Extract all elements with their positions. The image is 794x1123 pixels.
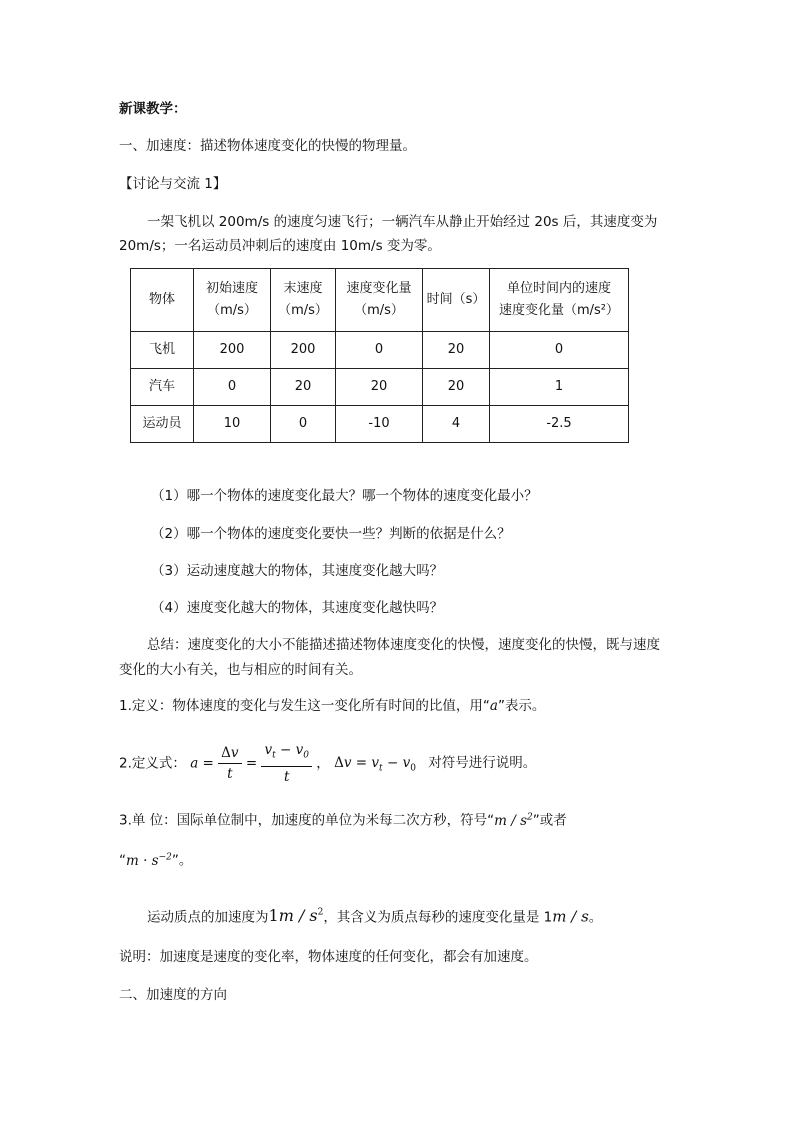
- table-cell: 4: [423, 406, 490, 443]
- formula: $\frac{\Delta v}{t}$: [218, 743, 241, 784]
- formula: =: [245, 755, 258, 772]
- unit-symbol: m / s: [552, 907, 589, 926]
- header-text: 初始速度: [205, 281, 258, 296]
- table-cell: 0: [271, 406, 336, 443]
- table-cell: 1: [490, 369, 629, 406]
- table-cell: 20: [336, 369, 423, 406]
- question-2: （2）哪一个物体的速度变化要快一些？判断的依据是什么？: [151, 526, 511, 542]
- definition-1: [119, 697, 545, 715]
- table-cell: 200: [271, 332, 336, 369]
- intro-text-line-1: 一架飞机以 200m/s 的速度匀速飞行；一辆汽车从静止开始经过 20s 后，其速度变为: [147, 214, 658, 230]
- unit-symbol: m / $s^2$: [494, 812, 533, 829]
- header-cell: [271, 269, 336, 332]
- header-text: 末速度: [283, 281, 323, 296]
- table-cell: 0: [490, 332, 629, 369]
- header-unit: （m/s）: [207, 303, 257, 318]
- table-header-row: [131, 269, 629, 332]
- table-cell: 10: [194, 406, 271, 443]
- table-cell: 20: [423, 332, 490, 369]
- unit-text-suffix: ”或者: [532, 812, 567, 829]
- header-text: 时间（s）: [426, 292, 486, 307]
- table-cell: 0: [336, 332, 423, 369]
- example-text: ，其含义为质点每秒的速度变化量是 1: [323, 909, 553, 926]
- unit-text-suffix: ”。: [171, 852, 193, 869]
- table-cell: 飞机: [131, 332, 194, 369]
- table-row: [131, 332, 629, 369]
- formula: ，: [316, 755, 330, 772]
- table-cell: -10: [336, 406, 423, 443]
- note-line: 说明：加速度是速度的变化率，物体速度的任何变化，都会有加速度。: [119, 949, 538, 965]
- header-cell: [490, 269, 629, 332]
- question-4: （4）速度变化越大的物体，其速度变化越快吗？: [151, 600, 444, 616]
- example-text: 。: [588, 909, 603, 926]
- header-text: 物体: [148, 292, 175, 307]
- definition-1-text: 1.定义：物体速度的变化与发生这一变化所有时间的比值，用“: [119, 698, 490, 714]
- definition-1-suffix: ”表示。: [497, 698, 546, 714]
- formula: a: [190, 755, 199, 772]
- question-3: （3）运动速度越大的物体，其速度变化越大吗？: [151, 563, 444, 579]
- section-acceleration-direction: 二、加速度的方向: [119, 987, 227, 1003]
- header-unit: （m/s）: [354, 303, 404, 318]
- example-text: 运动质点的加速度为: [147, 909, 269, 926]
- unit-line-2: [119, 848, 192, 870]
- definition-2-note: 对符号进行说明。: [428, 755, 537, 772]
- unit-symbol: “$m \cdot s^{-2}$: [119, 852, 172, 869]
- header-unit: （m/s）: [278, 303, 328, 318]
- table-cell: 0: [194, 369, 271, 406]
- formula: $\frac{v_t - v_0}{t}$: [261, 740, 312, 787]
- intro-text-line-2: 20m/s；一名运动员冲刺后的速度由 10m/s 变为零。: [119, 238, 441, 254]
- header-unit: 速度变化量（m/s²）: [498, 303, 620, 318]
- acceleration-symbol: a: [489, 698, 498, 714]
- table-cell: -2.5: [490, 406, 629, 443]
- definition-formula-line: [119, 740, 536, 791]
- example-line: [147, 904, 602, 926]
- table-row: [131, 369, 629, 406]
- unit-line-1: [119, 808, 567, 830]
- unit-text: 3.单 位：国际单位制中，加速度的单位为米每二次方秒，符号“: [119, 812, 495, 829]
- formula: =: [202, 755, 214, 772]
- header-cell: [336, 269, 423, 332]
- section-acceleration-definition: 一、加速度：描述物体速度变化的快慢的物理量。: [119, 138, 416, 154]
- formula: $\Delta v = v_t - v_0$: [334, 755, 416, 775]
- table-cell: 20: [271, 369, 336, 406]
- header-text: 单位时间内的速度: [506, 281, 611, 296]
- table-row: [131, 406, 629, 443]
- header-cell: [194, 269, 271, 332]
- discussion-title: 【讨论与交流 1】: [119, 176, 227, 192]
- speed-change-table: [130, 268, 629, 443]
- definition-2-label: 2.定义式：: [119, 755, 186, 772]
- unit-symbol: $1m / s^2$: [268, 906, 324, 926]
- table-cell: 200: [194, 332, 271, 369]
- header-cell: [131, 269, 194, 332]
- table-cell: 汽车: [131, 369, 194, 406]
- summary-line-2: 变化的大小有关，也与相应的时间有关。: [119, 662, 362, 678]
- table-cell: 20: [423, 369, 490, 406]
- lesson-heading: 新课教学：: [119, 101, 187, 117]
- question-1: （1）哪一个物体的速度变化最大？哪一个物体的速度变化最小？: [151, 488, 538, 504]
- table-cell: 运动员: [131, 406, 194, 443]
- summary-line-1: 总结：速度变化的大小不能描述描述物体速度变化的快慢，速度变化的快慢，既与速度: [147, 637, 660, 653]
- header-cell: [423, 269, 490, 332]
- header-text: 速度变化量: [346, 281, 412, 296]
